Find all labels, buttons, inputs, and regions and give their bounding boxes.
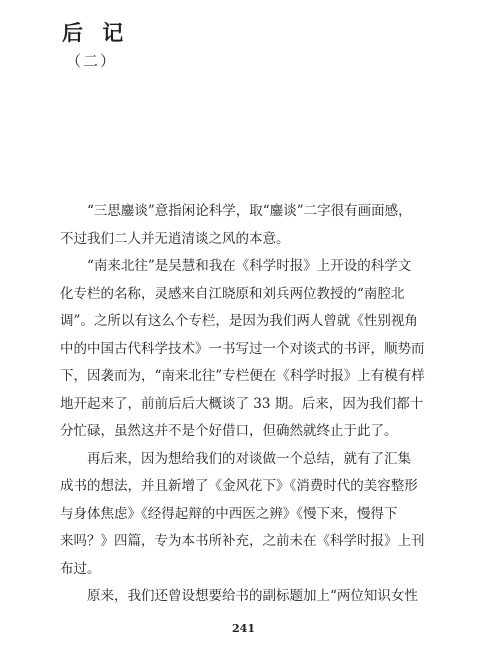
paragraph-line: 布过。 [60, 560, 101, 577]
paragraph-line: 成书的想法，并且新增了《金风花下》《消费时代的美容整形 [60, 478, 418, 494]
paragraph-line: 下，因袭而为，“南来北往”专栏便在《科学时报》上有模有样 [60, 368, 425, 384]
paragraph-line: “三思鏖谈”意指闲论科学，取“鏖谈”二字很有画面感， [87, 203, 412, 219]
paragraph-line: 与身体焦虑》《经得起辩的中西医之辨》《慢下来，慢得下 [60, 505, 398, 522]
paragraph-line: 调”。之所以有这么个专栏，是因为我们两人曾就《性别视角 [60, 313, 418, 329]
paragraph-line: 分忙碌，虽然这并不是个好借口，但确然就终止于此了。 [60, 423, 398, 439]
paragraph-line: 再后来，因为想给我们的对谈做一个总结，就有了汇集 [87, 450, 411, 467]
paragraph-line: 不过我们二人并无逍清谈之风的本意。 [60, 230, 290, 247]
paragraph-line: 来吗？》四篇，专为本书所补充，之前未在《科学时报》上刊 [60, 533, 425, 549]
paragraph-line: 地开起来了，前前后后大概谈了 33 期。后来，因为我们都十 [60, 395, 424, 412]
paragraph-line: 原来，我们还曾设想要给书的副标题加上“两位知识女性 [87, 588, 418, 604]
paragraph-line: “南来北往”是吴慧和我在《科学时报》上开设的科学文 [87, 258, 412, 274]
page-subtitle: （二） [66, 52, 118, 70]
body-text [60, 198, 438, 611]
page-title: 后 记 [62, 20, 130, 45]
paragraph-line: 中的中国古代科学技术》一书写过一个对谈式的书评，顺势而 [60, 340, 425, 357]
page-number: 241 [232, 622, 255, 635]
paragraph-line: 化专栏的名称，灵感来自江晓原和刘兵两位教授的“南腔北 [60, 285, 405, 302]
